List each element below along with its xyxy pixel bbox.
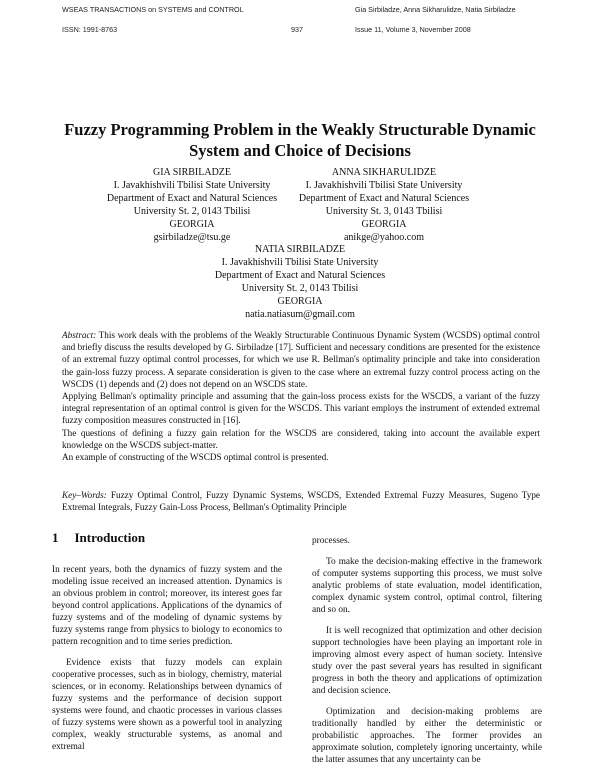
abstract-label: Abstract: bbox=[62, 330, 97, 340]
paragraph: To make the decision-making effective in the framework of computer systems supporting this process, we must solve analytic problems of state evaluation, model identification, complex dynamic system control, optimal control, filtering and so on. bbox=[312, 557, 542, 615]
header-authors: Gia Sirbiladze, Anna Sikharulidze, Natia Sirbiladze bbox=[355, 5, 516, 14]
author-name: NATIA SIRBILADZE bbox=[254, 244, 346, 255]
issue-info: Issue 11, Volume 3, November 2008 bbox=[355, 25, 471, 34]
abstract bbox=[62, 329, 540, 463]
author-block-2 bbox=[289, 166, 479, 244]
author-country: GEORGIA bbox=[169, 219, 215, 230]
author-block-3 bbox=[200, 243, 400, 321]
abstract-text-3: The questions of defining a fuzzy gain relation for the WSCDS are considered, taking into account the available expert knowledge on the WSCDS subject-matter. bbox=[62, 427, 540, 450]
keywords-text: Fuzzy Optimal Control, Fuzzy Dynamic Systems, WSCDS, Extended Extremal Fuzzy Measures, Sugeno Type Extremal Integrals, Fuzzy Gain-Loss Process, Bellman's Optimality Principle bbox=[62, 490, 541, 513]
author-university: I. Javakhishvili Tbilisi State University bbox=[221, 257, 379, 268]
author-email: gsirbiladze@tsu.ge bbox=[153, 232, 231, 243]
paragraph: Optimization and decision-making problems are traditionally handled by either the deterministic or probabilistic approaches. The former provides an approximate solution, completely ignoring uncertainty, while the latter assumes that any uncertainty can be bbox=[312, 707, 542, 765]
author-email: anikge@yahoo.com bbox=[343, 232, 425, 243]
author-block-1 bbox=[92, 166, 292, 244]
author-department: Department of Exact and Natural Sciences bbox=[298, 193, 470, 204]
author-university: I. Javakhishvili Tbilisi State University bbox=[113, 180, 271, 191]
paragraph: In recent years, both the dynamics of fuzzy system and the modeling issue received an increased attention. Dynamics is an obvious problem in control; moreover, its interest goes far beyond control applications. Applications of the dynamics of fuzzy systems and of the modeling of dynamic systems by fuzzy systems range from physics to biology to economics to pattern recognition and to time series prediction. bbox=[52, 565, 282, 647]
author-department: Department of Exact and Natural Sciences bbox=[214, 270, 386, 281]
paper-title: Fuzzy Programming Problem in the Weakly Structurable Dynamic System and Choice of Decisions bbox=[64, 120, 536, 160]
paragraph: It is well recognized that optimization and other decision support technologies have been playing an important role in improving almost every aspect of human society. Intensive study over the past several years has resulted in significant progress in both the theory and applications of optimization and decision science. bbox=[312, 626, 542, 696]
author-address: University St. 2, 0143 Tbilisi bbox=[133, 206, 251, 217]
author-university: I. Javakhishvili Tbilisi State University bbox=[305, 180, 463, 191]
author-department: Department of Exact and Natural Sciences bbox=[106, 193, 278, 204]
abstract-text-2: Applying Bellman's optimality principle and assuming that the gain-loss process exists for the WSCDS, a variant of the fuzzy integral representation of an optimal control is given for the WSCDS. This variant employs the instrument of extended extremal fuzzy composition measures constructed in [16]. bbox=[62, 391, 540, 426]
keywords bbox=[62, 489, 540, 513]
left-column bbox=[52, 564, 282, 762]
right-column bbox=[312, 535, 542, 775]
keywords-label: Key–Words: bbox=[62, 490, 107, 500]
issn: ISSN: 1991-8763 bbox=[62, 25, 118, 34]
section-heading bbox=[52, 530, 145, 546]
abstract-text-4: An example of constructing of the WSCDS optimal control is presented. bbox=[62, 452, 329, 463]
author-address: University St. 2, 0143 Tbilisi bbox=[241, 283, 359, 294]
journal-name: WSEAS TRANSACTIONS on SYSTEMS and CONTROL bbox=[62, 5, 244, 14]
author-email: natia.natiasum@gmail.com bbox=[245, 309, 355, 320]
abstract-paragraph bbox=[62, 329, 540, 390]
paragraph: processes. bbox=[312, 536, 350, 546]
page-number: 937 bbox=[291, 25, 303, 34]
paragraph: Evidence exists that fuzzy models can explain cooperative processes, such as in biology, chemistry, material sciences, or in economy. Relationships between dynamics of fuzzy systems and the performance of decision support systems were found, and chaotic processes in various classes of fuzzy systems were shown as a powerful tool in analyzing complex, weakly structurable systems, as anomal and extremal bbox=[52, 658, 282, 752]
section-title: Introduction bbox=[74, 530, 146, 545]
author-name: GIA SIRBILADZE bbox=[152, 167, 232, 178]
author-name: ANNA SIKHARULIDZE bbox=[331, 167, 437, 178]
abstract-text-1: This work deals with the problems of the Weakly Structurable Continuous Dynamic System (WCSDS) optimal control and briefly discuss the results developed by G. Sirbiladze [17]. Sufficient and necessary conditions are presented for the existence of an extremal fuzzy optimal control processes, for which we use R. Bellman's optimality principle and take into consideration the gain-loss fuzzy process. A separate consideration is given to the case where an extremal fuzzy control process acting on the WSCDS (1) depends and (2) does not depend on an WSCDS state. bbox=[62, 330, 540, 389]
author-country: GEORGIA bbox=[277, 296, 323, 307]
author-address: University St. 3, 0143 Tbilisi bbox=[325, 206, 443, 217]
section-number: 1 bbox=[52, 530, 59, 545]
author-country: GEORGIA bbox=[361, 219, 407, 230]
